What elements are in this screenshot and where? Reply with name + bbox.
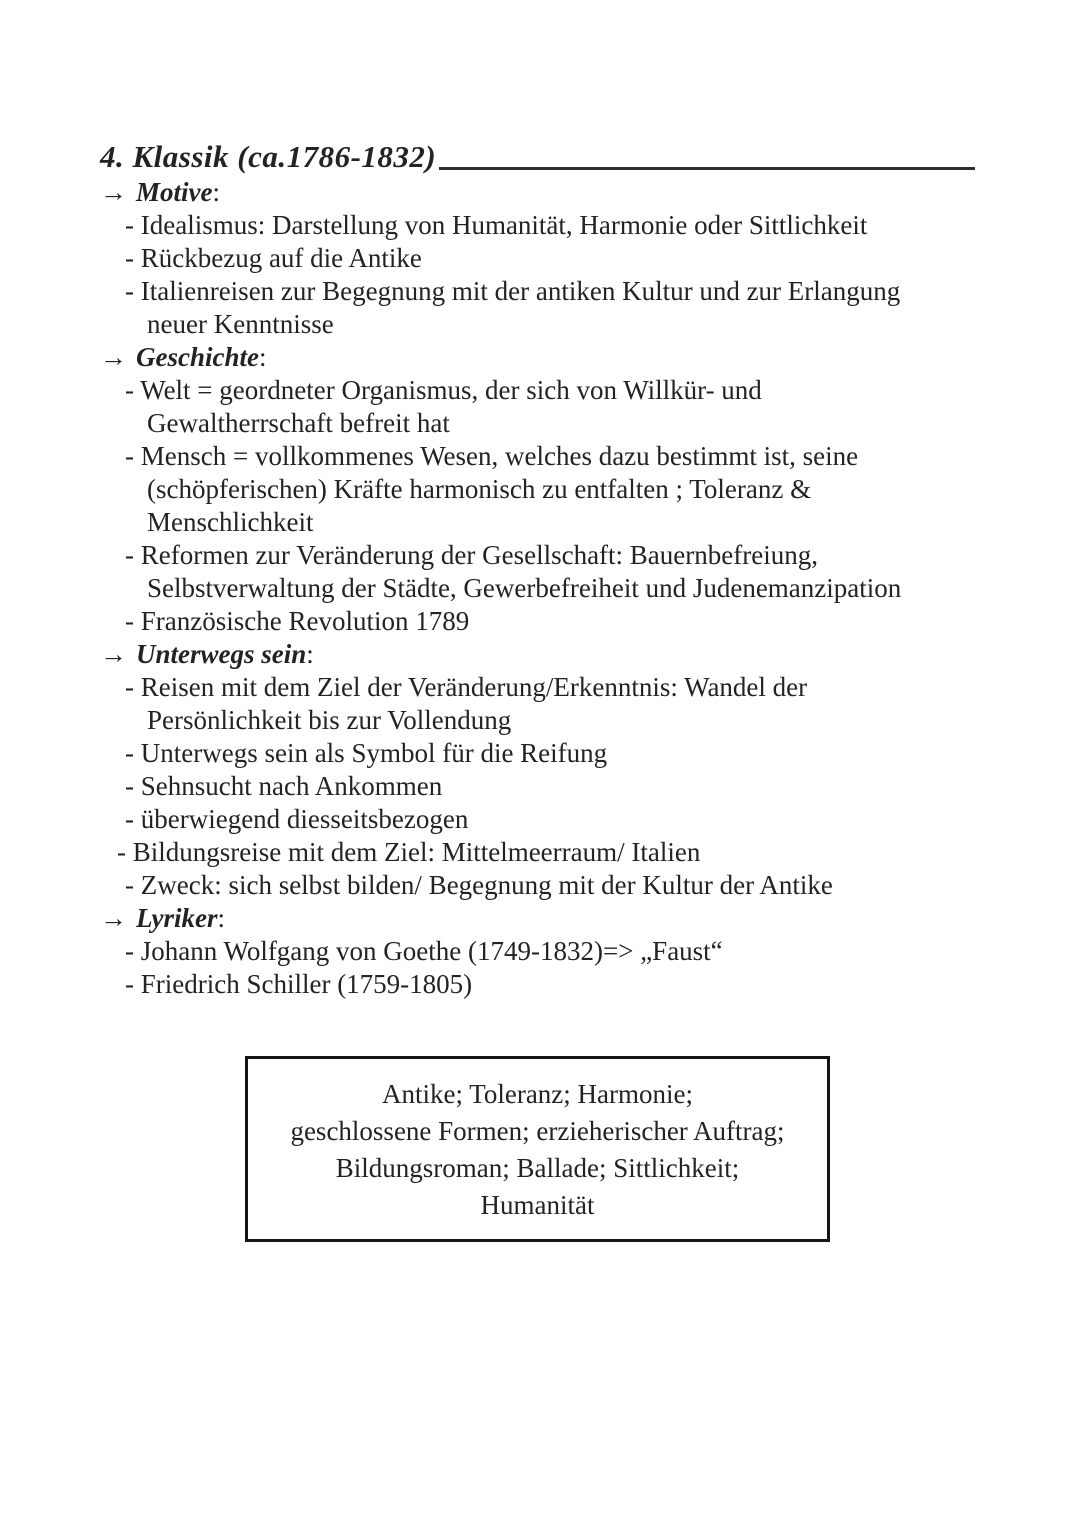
section-items: [100, 935, 975, 1001]
item-line: - Reformen zur Veränderung der Gesellschaft: Bauernbefreiung,: [125, 540, 818, 570]
item-line: - Mensch = vollkommenes Wesen, welches dazu bestimmt ist, seine: [125, 441, 859, 471]
page-title: 4. Klassik (ca.1786-1832): [100, 139, 437, 174]
summary-box-line: Antike; Toleranz; Harmonie;: [381, 1079, 693, 1109]
list-item: [100, 242, 975, 275]
section: [100, 638, 975, 902]
arrow-right-icon: →: [100, 177, 127, 207]
section-header-label: Lyriker: [136, 903, 218, 933]
section-items: [100, 374, 975, 638]
section-header-colon: :: [212, 177, 220, 207]
item-line: - Reisen mit dem Ziel der Veränderung/Erkenntnis: Wandel der: [125, 672, 808, 702]
item-line: - Johann Wolfgang von Goethe (1749-1832)=> „Faust“: [125, 936, 723, 966]
item-line: - Idealismus: Darstellung von Humanität, Harmonie oder Sittlichkeit: [125, 210, 868, 240]
summary-box: [245, 1056, 830, 1242]
list-item: [100, 737, 975, 770]
item-continuation-line: Menschlichkeit: [147, 507, 314, 537]
list-item: [100, 605, 975, 638]
section-header-label: Motive: [136, 177, 213, 207]
section-header: [100, 341, 975, 374]
title-row: [100, 140, 975, 176]
item-continuation-line: Selbstverwaltung der Städte, Gewerbefreiheit und Judenemanzipation: [147, 573, 902, 603]
item-continuation-line: (schöpferischen) Kräfte harmonisch zu entfalten ; Toleranz &: [147, 474, 812, 504]
list-item: [100, 539, 975, 605]
section-header-colon: :: [217, 903, 225, 933]
summary-box-line: Bildungsroman; Ballade; Sittlichkeit;: [335, 1153, 740, 1183]
list-item: [100, 209, 975, 242]
item-continuation-line: neuer Kenntnisse: [147, 309, 334, 339]
arrow-right-icon: →: [100, 342, 127, 372]
summary-box-line: Humanität: [480, 1190, 595, 1220]
item-line: - Zweck: sich selbst bilden/ Begegnung mit der Kultur der Antike: [125, 870, 833, 900]
section: [100, 341, 975, 638]
arrow-right-icon: →: [100, 639, 127, 669]
section-items: [100, 671, 975, 902]
list-item: [100, 968, 975, 1001]
list-item: [100, 671, 975, 737]
section-header-colon: :: [306, 639, 314, 669]
item-line: - Sehnsucht nach Ankommen: [125, 771, 443, 801]
item-line: - Rückbezug auf die Antike: [125, 243, 422, 273]
section-header: [100, 902, 975, 935]
item-line: - überwiegend diesseitsbezogen: [125, 804, 469, 834]
item-continuation-line: Gewaltherrschaft befreit hat: [147, 408, 450, 438]
section-header-label: Geschichte: [136, 342, 259, 372]
item-line: - Welt = geordneter Organismus, der sich von Willkür- und: [125, 375, 762, 405]
section: [100, 176, 975, 341]
item-line: - Italienreisen zur Begegnung mit der antiken Kultur und zur Erlangung: [125, 276, 901, 306]
list-item: [100, 836, 975, 869]
list-item: [100, 803, 975, 836]
list-item: [100, 374, 975, 440]
section-items: [100, 209, 975, 341]
sections-container: [100, 176, 975, 1001]
list-item: [100, 770, 975, 803]
item-line: - Friedrich Schiller (1759-1805): [125, 969, 473, 999]
section: [100, 902, 975, 1001]
list-item: [100, 275, 975, 341]
item-line: - Bildungsreise mit dem Ziel: Mittelmeerraum/ Italien: [117, 837, 701, 867]
section-header-colon: :: [258, 342, 267, 372]
title-underline: [439, 167, 975, 170]
list-item: [100, 935, 975, 968]
item-line: - Französische Revolution 1789: [125, 606, 470, 636]
section-header: [100, 176, 975, 209]
list-item: [100, 440, 975, 539]
section-header-label: Unterwegs sein: [136, 639, 307, 669]
summary-box-lines: [258, 1076, 817, 1224]
item-continuation-line: Persönlichkeit bis zur Vollendung: [147, 705, 512, 735]
item-line: - Unterwegs sein als Symbol für die Reifung: [125, 738, 608, 768]
list-item: [100, 869, 975, 902]
summary-box-line: geschlossene Formen; erzieherischer Auftrag;: [290, 1116, 785, 1146]
arrow-right-icon: →: [100, 903, 127, 933]
section-header: [100, 638, 975, 671]
